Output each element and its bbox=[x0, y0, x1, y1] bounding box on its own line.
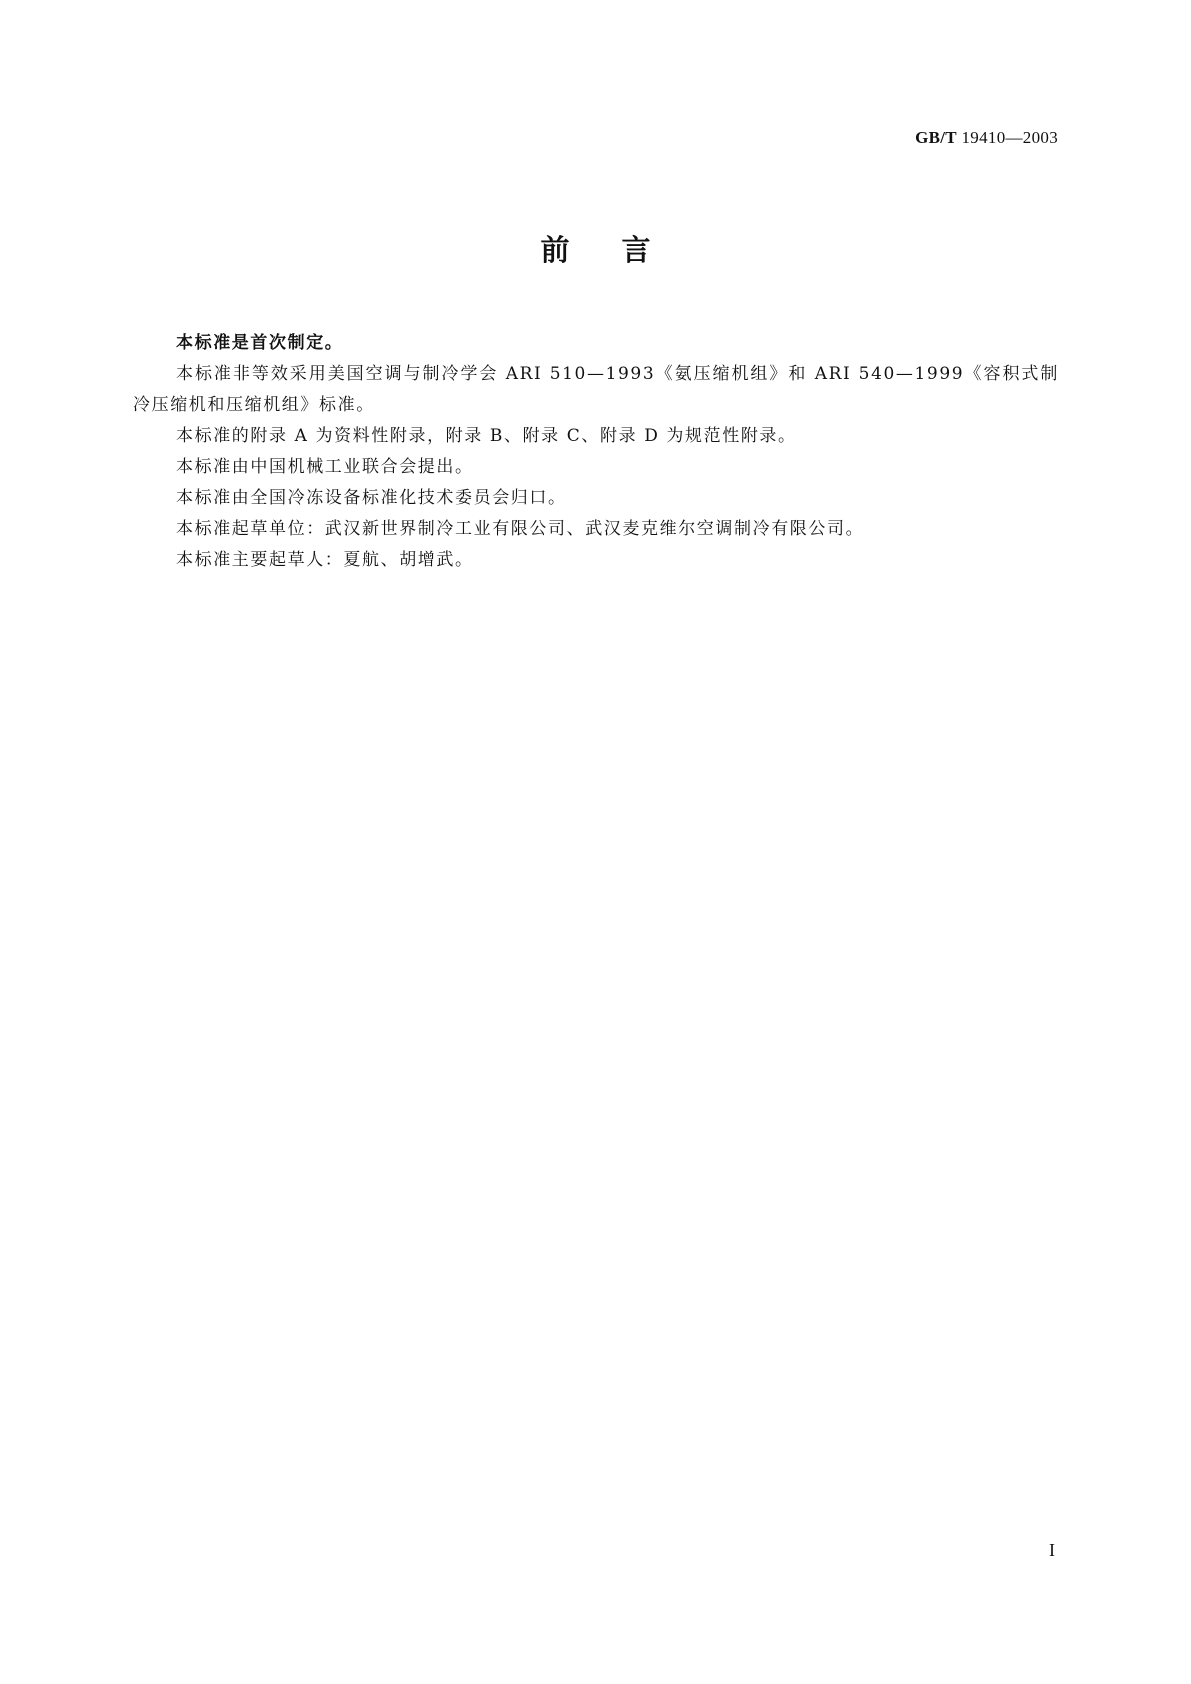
standard-code-number: 19410—2003 bbox=[961, 128, 1058, 147]
paragraph-proposer: 本标准由中国机械工业联合会提出。 bbox=[176, 457, 474, 477]
standard-code-prefix: GB/T bbox=[915, 128, 957, 147]
foreword-body bbox=[133, 328, 1059, 576]
page-title: 前言 bbox=[540, 233, 703, 267]
paragraph-first-edition: 本标准是首次制定。 bbox=[176, 333, 344, 353]
standard-code bbox=[915, 128, 1058, 148]
paragraph-annexes: 本标准的附录 A 为资料性附录，附录 B、附录 C、附录 D 为规范性附录。 bbox=[176, 426, 797, 446]
page-number: I bbox=[1049, 1540, 1055, 1560]
paragraph-adoption: 本标准非等效采用美国空调与制冷学会 ARI 510—1993《氨压缩机组》和 ARI 540—1999《容积式制冷压缩机和压缩机组》标准。 bbox=[133, 364, 1059, 415]
paragraph-committee: 本标准由全国冷冻设备标准化技术委员会归口。 bbox=[176, 488, 567, 508]
paragraph-drafters: 本标准主要起草人：夏航、胡增武。 bbox=[176, 550, 474, 570]
paragraph-drafting-units: 本标准起草单位：武汉新世界制冷工业有限公司、武汉麦克维尔空调制冷有限公司。 bbox=[176, 519, 865, 539]
